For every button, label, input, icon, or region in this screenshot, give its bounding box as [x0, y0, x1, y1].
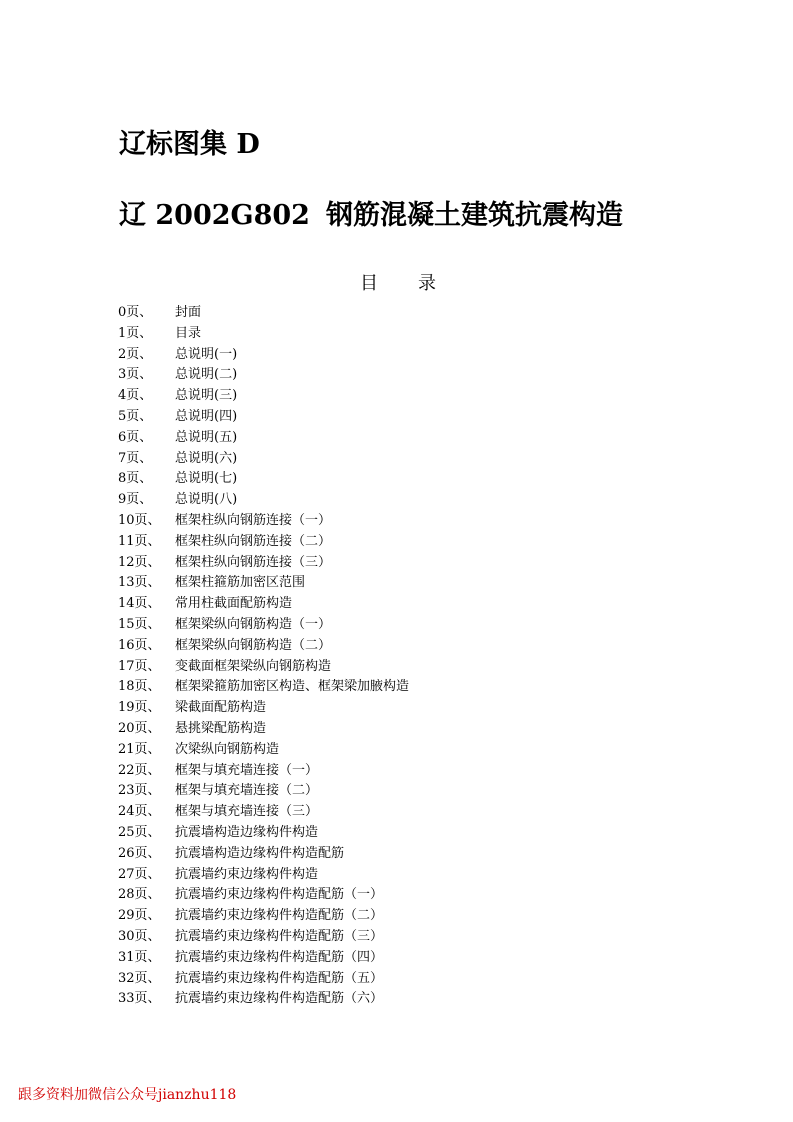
toc-entry-title: 框架梁箍筋加密区构造、框架梁加腋构造 — [175, 679, 410, 695]
toc-item — [118, 865, 538, 886]
toc-heading-left: 目 — [360, 273, 378, 294]
toc-page-number: 21页、 — [118, 741, 161, 757]
toc-entry-title: 抗震墙约束边缘构件构造配筋（一） — [175, 887, 384, 903]
toc-entry-title: 总说明(四) — [175, 408, 238, 424]
toc-entry-title: 总说明(七) — [175, 471, 238, 487]
toc-item — [118, 719, 538, 740]
toc-entry-title: 次梁纵向钢筋构造 — [175, 741, 280, 757]
toc-item — [118, 885, 538, 906]
toc-page-number: 28页、 — [118, 887, 161, 903]
toc-entry-title: 抗震墙约束边缘构件构造配筋（六） — [175, 991, 384, 1007]
footer-note: 跟多资料加微信公众号jianzhu118 — [18, 1087, 237, 1103]
toc-entry-title: 目录 — [175, 325, 202, 341]
table-of-contents — [118, 303, 538, 1010]
toc-page-number: 32页、 — [118, 970, 161, 986]
toc-item — [118, 698, 538, 719]
toc-entry-title: 框架与填充墙连接（一） — [175, 762, 319, 778]
toc-item — [118, 844, 538, 865]
toc-item — [118, 823, 538, 844]
toc-entry-title: 抗震墙构造边缘构件构造配筋 — [175, 845, 345, 861]
toc-item — [118, 324, 538, 345]
standard-code: 辽 2002G802 — [119, 200, 310, 231]
toc-item — [118, 490, 538, 511]
toc-entry-title: 封面 — [175, 305, 202, 320]
toc-entry-title: 总说明(六) — [175, 450, 238, 466]
toc-page-number: 11页、 — [118, 533, 161, 549]
toc-page-number: 4页、 — [118, 388, 153, 404]
toc-item — [118, 469, 538, 490]
toc-page-number: 3页、 — [118, 367, 153, 383]
toc-page-number: 19页、 — [118, 700, 161, 716]
toc-entry-title: 抗震墙约束边缘构件构造 — [175, 866, 319, 882]
toc-entry-title: 框架柱箍筋加密区范围 — [175, 575, 306, 591]
toc-page-number: 16页、 — [118, 637, 161, 653]
toc-page-number: 29页、 — [118, 908, 161, 924]
document-name: 钢筋混凝土建筑抗震构造 — [326, 200, 623, 231]
toc-item — [118, 761, 538, 782]
toc-heading-right: 录 — [418, 273, 436, 294]
toc-item — [118, 948, 538, 969]
toc-entry-title: 框架与填充墙连接（二） — [175, 783, 319, 799]
toc-entry-title: 抗震墙约束边缘构件构造配筋（四） — [175, 949, 384, 965]
toc-entry-title: 总说明(三) — [175, 388, 238, 404]
toc-item — [118, 511, 538, 532]
toc-page-number: 30页、 — [118, 928, 161, 944]
toc-page-number: 27页、 — [118, 866, 161, 882]
toc-page-number: 24页、 — [118, 804, 161, 820]
toc-page-number: 6页、 — [118, 429, 153, 445]
toc-page-number: 2页、 — [118, 346, 153, 362]
atlas-series-title: 辽标图集 D — [119, 129, 260, 160]
toc-page-number: 14页、 — [118, 596, 161, 612]
toc-item — [118, 969, 538, 990]
toc-page-number: 17页、 — [118, 658, 161, 674]
toc-item — [118, 407, 538, 428]
toc-entry-title: 悬挑梁配筋构造 — [175, 720, 267, 736]
toc-page-number: 22页、 — [118, 762, 161, 778]
toc-item — [118, 781, 538, 802]
toc-entry-title: 总说明(二) — [175, 367, 238, 383]
toc-item — [118, 365, 538, 386]
toc-entry-title: 抗震墙约束边缘构件构造配筋（二） — [175, 908, 384, 924]
toc-entry-title: 框架柱纵向钢筋连接（二） — [175, 533, 332, 549]
toc-page-number: 12页、 — [118, 554, 161, 570]
toc-item — [118, 553, 538, 574]
toc-item — [118, 657, 538, 678]
toc-item — [118, 740, 538, 761]
toc-item — [118, 802, 538, 823]
toc-entry-title: 框架梁纵向钢筋构造（一） — [175, 616, 332, 632]
toc-entry-title: 常用柱截面配筋构造 — [175, 596, 293, 612]
toc-page-number: 7页、 — [118, 450, 153, 466]
toc-item — [118, 615, 538, 636]
toc-page-number: 23页、 — [118, 783, 161, 799]
toc-entry-title: 总说明(一) — [175, 346, 238, 362]
toc-page-number: 8页、 — [118, 471, 153, 487]
toc-page-number: 26页、 — [118, 845, 161, 861]
toc-item — [118, 345, 538, 366]
toc-item — [118, 927, 538, 948]
toc-entry-title: 变截面框架梁纵向钢筋构造 — [175, 658, 332, 674]
document-title — [119, 196, 623, 236]
toc-item — [118, 449, 538, 470]
toc-entry-title: 抗震墙约束边缘构件构造配筋（三） — [175, 928, 384, 944]
toc-entry-title: 总说明(八) — [175, 492, 238, 508]
toc-page-number: 13页、 — [118, 575, 161, 591]
toc-item — [118, 989, 538, 1010]
toc-item — [118, 636, 538, 657]
toc-item — [118, 386, 538, 407]
toc-page-number: 25页、 — [118, 824, 161, 840]
toc-page-number: 5页、 — [118, 408, 153, 424]
toc-heading — [360, 272, 436, 296]
toc-page-number: 15页、 — [118, 616, 161, 632]
toc-page-number: 9页、 — [118, 492, 153, 508]
toc-entry-title: 框架梁纵向钢筋构造（二） — [175, 637, 332, 653]
toc-page-number: 31页、 — [118, 949, 161, 965]
toc-entry-title: 抗震墙约束边缘构件构造配筋（五） — [175, 970, 384, 986]
toc-item — [118, 677, 538, 698]
toc-page-number: 1页、 — [118, 325, 153, 341]
toc-entry-title: 抗震墙构造边缘构件构造 — [175, 824, 319, 840]
toc-page-number: 33页、 — [118, 991, 161, 1007]
toc-item — [118, 303, 538, 324]
toc-page-number: 0页、 — [118, 305, 153, 320]
toc-entry-title: 总说明(五) — [175, 429, 238, 445]
toc-entry-title: 框架与填充墙连接（三） — [175, 804, 319, 820]
toc-item — [118, 906, 538, 927]
toc-page-number: 18页、 — [118, 679, 161, 695]
toc-item — [118, 594, 538, 615]
toc-entry-title: 梁截面配筋构造 — [175, 700, 267, 716]
toc-item — [118, 428, 538, 449]
toc-entry-title: 框架柱纵向钢筋连接（一） — [175, 512, 332, 528]
toc-page-number: 10页、 — [118, 512, 161, 528]
toc-item — [118, 532, 538, 553]
toc-page-number: 20页、 — [118, 720, 161, 736]
toc-item — [118, 573, 538, 594]
toc-entry-title: 框架柱纵向钢筋连接（三） — [175, 554, 332, 570]
